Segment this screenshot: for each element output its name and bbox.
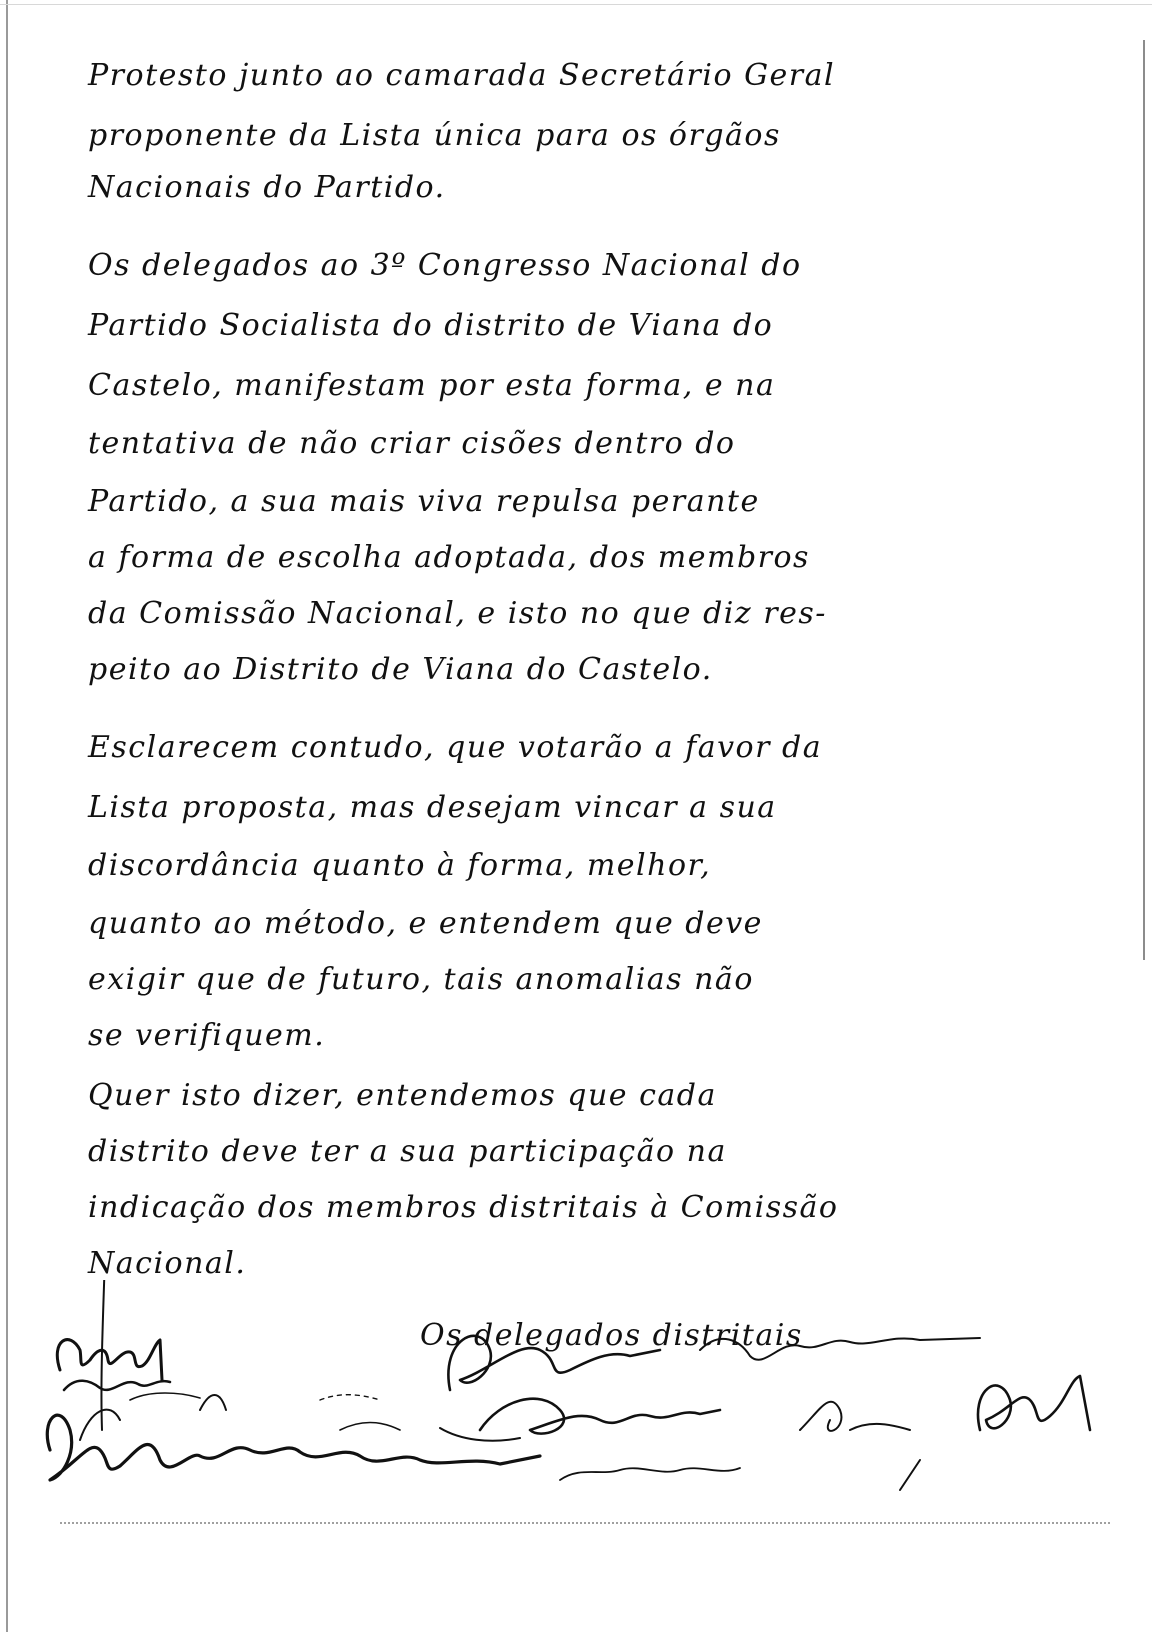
signature-margarida — [57, 1340, 170, 1390]
signature-aurelio — [700, 1338, 980, 1490]
letter-line: Lista proposta, mas desejam vincar a sua — [88, 790, 777, 825]
signature-luis-silva — [440, 1336, 720, 1441]
scrawl-dash — [320, 1395, 380, 1400]
letter-line: Esclarecem contudo, que votarão a favor da — [88, 730, 823, 765]
closing-line: Os delegados distritais — [420, 1318, 803, 1353]
letter-line: da Comissão Nacional, e isto no que diz res- — [88, 596, 827, 631]
scan-mark-right — [1143, 40, 1145, 960]
letter-line: Quer isto dizer, entendemos que cada — [88, 1078, 717, 1113]
scan-bottom-edge — [60, 1522, 1110, 1524]
letter-line: quanto ao método, e entendem que deve — [88, 906, 763, 941]
letter-line: a forma de escolha adoptada, dos membros — [88, 540, 810, 575]
scan-edge-top — [0, 4, 1152, 5]
letter-line: indicação dos membros distritais à Comissão — [88, 1190, 839, 1225]
letter-line: peito ao Distrito de Viana do Castelo. — [88, 652, 713, 687]
letter-line: exigir que de futuro, tais anomalias não — [88, 962, 754, 997]
letter-line: discordância quanto à forma, melhor, — [88, 848, 712, 883]
letter-line: tentativa de não criar cisões dentro do — [88, 426, 736, 461]
signatures-area — [20, 1280, 1140, 1540]
letter-line: Protesto junto ao camarada Secretário Geral — [88, 58, 836, 93]
signature-gonzaga — [978, 1376, 1090, 1430]
letter-line: Nacional. — [88, 1246, 247, 1281]
letter-line: Os delegados ao 3º Congresso Nacional do — [88, 248, 802, 283]
letter-line: proponente da Lista única para os órgãos — [88, 118, 781, 153]
letter-line: Partido Socialista do distrito de Viana do — [88, 308, 774, 343]
scan-edge-left — [6, 0, 8, 1632]
letter-line: Castelo, manifestam por esta forma, e na — [88, 368, 776, 403]
letter-line: distrito deve ter a sua participação na — [88, 1134, 727, 1169]
letter-line: se verifiquem. — [88, 1018, 326, 1053]
signatures-drawing — [20, 1280, 1140, 1540]
letter-line: Nacionais do Partido. — [88, 170, 446, 205]
scrawl-mark — [560, 1468, 740, 1480]
letter-line: Partido, a sua mais viva repulsa perante — [88, 484, 760, 519]
signature-maria-julia — [47, 1393, 540, 1480]
